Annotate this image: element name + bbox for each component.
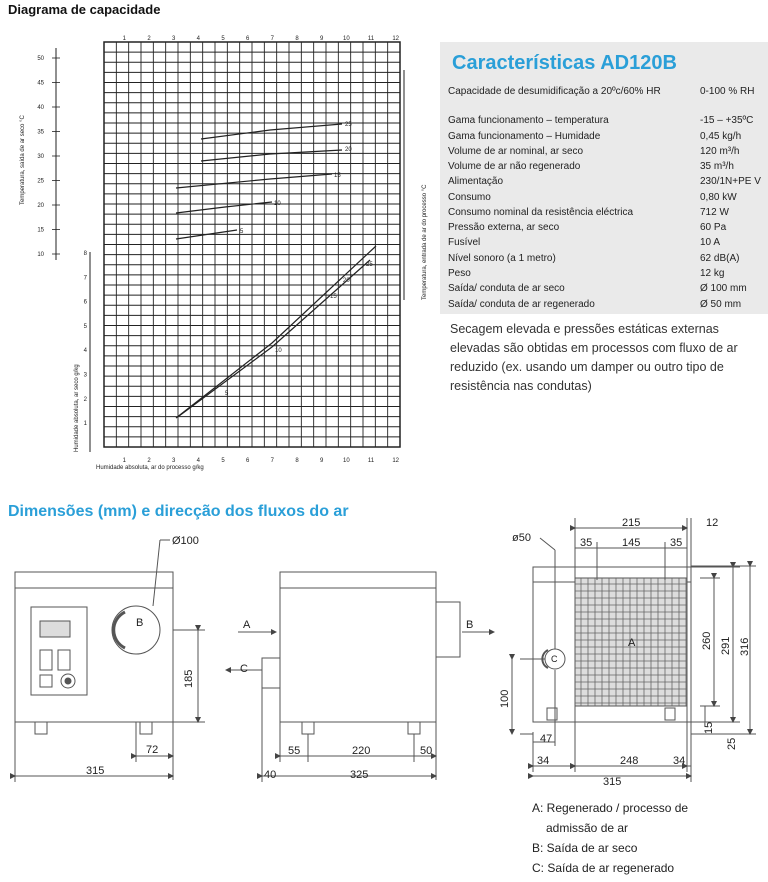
temp-tick-45: 45 <box>37 80 44 87</box>
spec-value: 0-100 % RH <box>700 86 755 97</box>
lower-label-5: 5 <box>225 391 229 397</box>
y-left-label: Temperatura, saída de ar seco °C <box>20 115 26 205</box>
bottom-tick-12: 12 <box>392 458 400 464</box>
y-right-label: Temperatura, entrada de ar do processo °C <box>422 184 428 300</box>
back-h100: 100 <box>499 689 511 708</box>
lower-label-25: 25 <box>366 262 373 268</box>
bottom-tick-7: 7 <box>270 458 275 464</box>
bottom-tick-10: 10 <box>342 458 350 464</box>
spec-label: Saída/ conduta de ar regenerado <box>448 299 595 310</box>
side-w40: 40 <box>264 769 277 781</box>
y-lower-label: Humidade absoluta, ar seco g/kg <box>74 364 80 452</box>
spec-label: Peso <box>448 268 471 279</box>
temp-tick-10: 10 <box>37 252 44 258</box>
legend-a: A: Regenerado / processo de <box>532 801 689 815</box>
spec-label: Saída/ conduta de ar seco <box>448 283 565 294</box>
top-tick-labels <box>123 36 400 42</box>
top-tick-9: 9 <box>319 36 324 42</box>
specs-description: Secagem elevada e pressões estáticas externas elevadas são obtidas em processos com fluxo de ar reduzido (ex. usando um damper ou outro tipo de resistência nas condutas) <box>450 322 738 393</box>
spec-label: Consumo <box>448 192 491 203</box>
back-w35a: 35 <box>580 537 593 549</box>
side-w55: 55 <box>288 745 301 757</box>
lower-label-20: 20 <box>343 278 350 284</box>
spec-label: Nível sonoro (a 1 metro) <box>448 253 556 264</box>
hum-tick-5: 5 <box>83 323 87 330</box>
lower-label-15: 15 <box>330 294 337 300</box>
temp-tick-20: 20 <box>37 203 44 209</box>
top-tick-5: 5 <box>221 36 225 42</box>
back-w12: 12 <box>706 517 719 529</box>
temp-tick-40: 40 <box>37 105 44 111</box>
legend-b: B: Saída de ar seco <box>532 841 638 855</box>
back-h316: 316 <box>739 637 751 656</box>
bottom-tick-4: 4 <box>196 458 201 464</box>
side-w220: 220 <box>352 745 371 757</box>
spec-label: Volume de ar não regenerado <box>448 161 581 172</box>
side-w50: 50 <box>420 745 433 757</box>
hum-tick-6: 6 <box>83 299 87 306</box>
curve-15 <box>176 174 332 188</box>
top-tick-10: 10 <box>342 36 350 42</box>
curve-label-25: 25 <box>345 122 352 128</box>
curve-label-15: 15 <box>334 173 341 179</box>
back-w35b: 35 <box>670 537 683 549</box>
spec-label: Gama funcionamento – temperatura <box>448 115 609 126</box>
bottom-tick-1: 1 <box>122 458 127 464</box>
back-w34b: 34 <box>673 755 686 767</box>
top-tick-6: 6 <box>245 36 250 42</box>
bottom-tick-5: 5 <box>221 458 225 464</box>
front-view <box>15 540 205 782</box>
bottom-tick-11: 11 <box>367 458 375 464</box>
spec-label: Volume de ar nominal, ar seco <box>448 146 584 157</box>
temperature-tick-labels <box>37 56 60 258</box>
top-tick-12: 12 <box>392 36 400 42</box>
back-w145: 145 <box>622 537 641 549</box>
spec-label: Consumo nominal da resistência eléctrica <box>448 207 634 218</box>
lower-label-10: 10 <box>275 348 282 354</box>
bottom-tick-3: 3 <box>171 458 176 464</box>
curve-25 <box>201 124 342 139</box>
diagram-title: Diagrama de capacidade <box>8 2 161 17</box>
spec-value: 120 m³/h <box>700 146 740 157</box>
chart-grid <box>56 42 404 452</box>
lower-curve-a <box>176 246 376 418</box>
back-w34a: 34 <box>537 755 550 767</box>
curve-label-10: 10 <box>274 201 281 207</box>
side-b: B <box>466 619 474 631</box>
capacity-diagram <box>0 20 440 480</box>
temp-tick-30: 30 <box>37 154 44 160</box>
curve-label-20: 20 <box>345 147 352 153</box>
front-d100: Ø100 <box>172 535 199 547</box>
curve-label-5: 5 <box>240 229 244 235</box>
bottom-tick-6: 6 <box>245 458 250 464</box>
spec-value: 35 m³/h <box>700 161 734 172</box>
spec-value: 62 dB(A) <box>700 253 740 264</box>
top-tick-2: 2 <box>147 36 151 42</box>
side-a: A <box>243 619 251 631</box>
flow-legend <box>532 798 688 878</box>
spec-value: Ø 50 mm <box>700 299 742 310</box>
temp-tick-35: 35 <box>37 129 44 136</box>
bottom-tick-9: 9 <box>319 458 324 464</box>
x-label: Humidade absoluta, ar do processo g/kg <box>96 465 204 471</box>
hum-tick-3: 3 <box>83 372 87 379</box>
top-tick-11: 11 <box>367 36 375 42</box>
back-h260: 260 <box>701 631 713 650</box>
back-w248: 248 <box>620 755 639 767</box>
back-c: C <box>551 654 558 664</box>
back-h291: 291 <box>720 636 732 655</box>
front-w315: 315 <box>86 765 105 777</box>
back-w47: 47 <box>540 733 553 745</box>
spec-value: 12 kg <box>700 268 725 279</box>
legend-c: C: Saída de ar regenerado <box>532 861 675 875</box>
temp-tick-25: 25 <box>37 178 44 185</box>
back-h25: 25 <box>726 737 738 750</box>
spec-label: Gama funcionamento – Humidade <box>448 131 601 142</box>
front-w72: 72 <box>146 744 159 756</box>
back-w215: 215 <box>622 517 641 529</box>
dimensions-title: Dimensões (mm) e direcção dos fluxos do ar <box>8 503 349 520</box>
hum-tick-1: 1 <box>83 421 87 428</box>
specs-title: Características AD120B <box>452 52 677 74</box>
front-b: B <box>136 617 144 629</box>
temp-tick-50: 50 <box>37 56 44 62</box>
spec-value: 712 W <box>700 207 729 218</box>
hum-tick-4: 4 <box>83 348 87 355</box>
top-tick-8: 8 <box>295 36 299 42</box>
spec-value: 230/1N+PE V <box>700 176 761 187</box>
hum-tick-7: 7 <box>83 275 87 282</box>
top-tick-1: 1 <box>122 36 127 42</box>
back-w315: 315 <box>603 776 622 788</box>
legend-a-cont: admissão de ar <box>546 821 629 835</box>
bottom-tick-2: 2 <box>147 458 151 464</box>
hum-tick-8: 8 <box>83 251 87 257</box>
spec-value: 60 Pa <box>700 222 727 233</box>
top-tick-7: 7 <box>270 36 275 42</box>
hum-tick-2: 2 <box>83 396 87 403</box>
spec-value: 10 A <box>700 237 721 248</box>
specs-panel <box>440 42 768 314</box>
spec-value: 0,45 kg/h <box>700 131 742 142</box>
dimension-drawings <box>0 510 768 790</box>
side-c: C <box>240 663 248 675</box>
bottom-tick-8: 8 <box>295 458 299 464</box>
capacity-curves <box>176 124 376 418</box>
side-w325: 325 <box>350 769 369 781</box>
curve-20 <box>201 150 342 161</box>
humidity-tick-labels <box>84 251 88 427</box>
temp-tick-15: 15 <box>37 227 44 234</box>
back-d50: ø50 <box>512 532 531 544</box>
bottom-tick-labels <box>123 458 400 464</box>
spec-label: Capacidade de desumidificação a 20ºc/60% HR <box>448 86 661 97</box>
spec-label: Pressão externa, ar seco <box>448 222 560 233</box>
spec-label: Fusível <box>448 237 481 248</box>
spec-label: Alimentação <box>448 176 504 187</box>
back-h15: 15 <box>703 721 715 734</box>
back-a: A <box>628 637 636 649</box>
front-h185: 185 <box>183 669 195 688</box>
top-tick-4: 4 <box>196 36 201 42</box>
top-tick-3: 3 <box>171 36 176 42</box>
spec-value: Ø 100 mm <box>700 283 747 294</box>
spec-value: -15 – +35ºC <box>700 115 754 126</box>
spec-value: 0,80 kW <box>700 192 737 203</box>
